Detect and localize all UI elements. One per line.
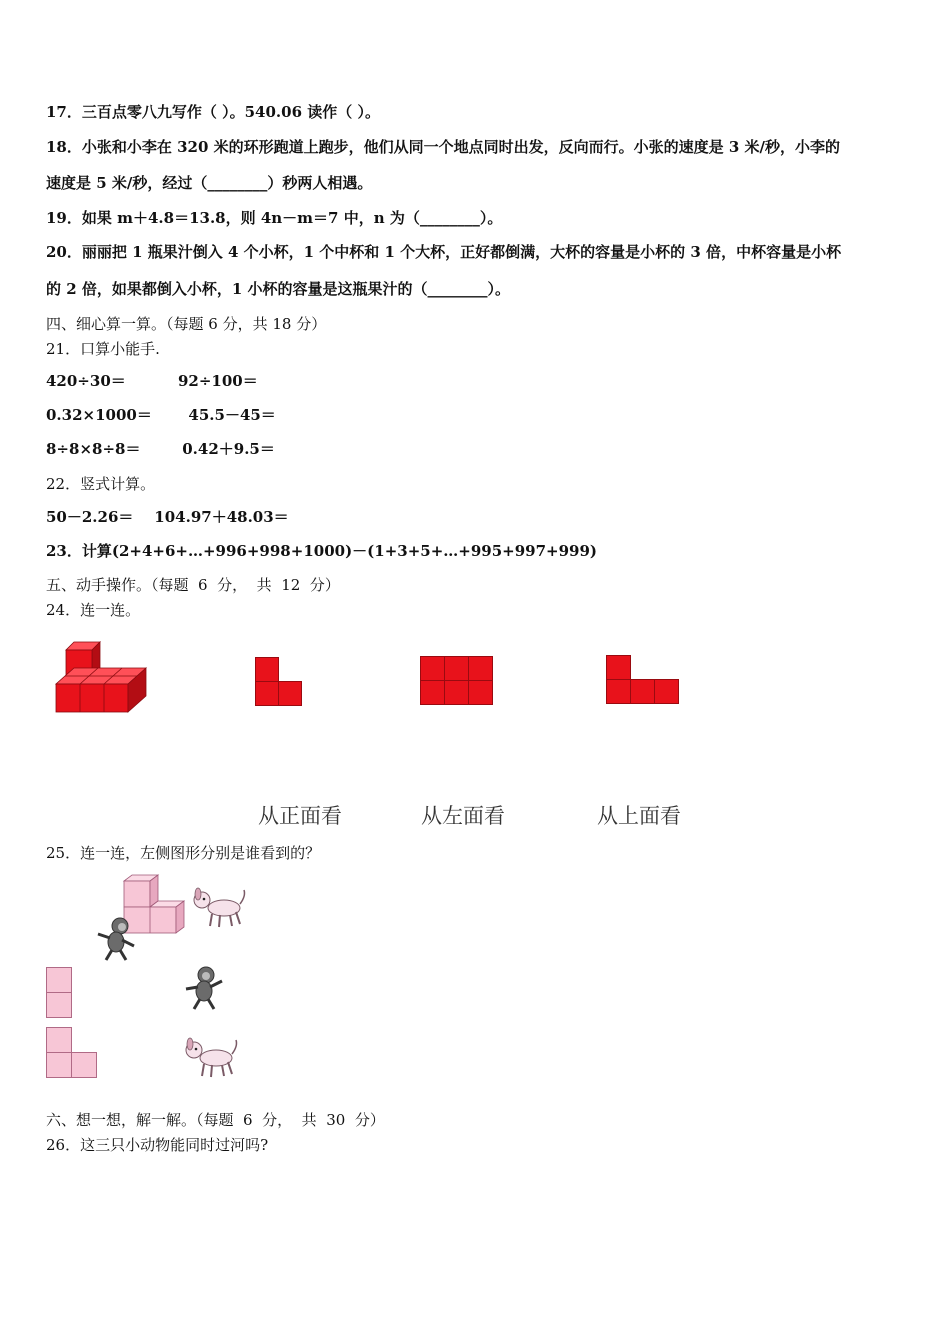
section-6-heading: 六、想一想，解一解。（每题 6 分， 共 30 分） [46, 1111, 385, 1129]
section-5-heading: 五、动手操作。（每题 6 分， 共 12 分） [46, 576, 340, 594]
dog-icon-2 [180, 1034, 240, 1080]
question-21: 21．口算小能手. [46, 340, 160, 358]
question-22: 22．竖式计算。 [46, 475, 156, 493]
q21-row-3: 8÷8×8÷8＝ 0.42＋9.5＝ [46, 440, 275, 458]
dog-icon [188, 884, 248, 930]
view-shape-2 [420, 656, 494, 706]
question-18-line2: 速度是 5 米/秒，经过（________）秒两人相遇。 [46, 174, 373, 192]
question-25: 25．连一连，左侧图形分别是谁看到的？ [46, 844, 321, 862]
question-20-line1: 20．丽丽把 1 瓶果汁倒入 4 个小杯，1 个中杯和 1 个大杯，正好都倒满，大杯的容量是小杯的 3 倍，中杯容量是小杯 [46, 243, 842, 261]
q21-row-1: 420÷30＝ 92÷100＝ [46, 372, 258, 390]
cube-stack-3d-figure [52, 640, 152, 716]
question-17: 17．三百点零八九写作（ ）。540.06 读作（ ）。 [46, 103, 380, 121]
view-shape-1 [255, 657, 305, 707]
pink-view-shape-2 [46, 1027, 98, 1079]
question-24: 24．连一连。 [46, 601, 141, 619]
view-label-left: 从左面看 [421, 804, 505, 828]
monkey-icon [92, 916, 138, 962]
monkey-icon-2 [182, 965, 228, 1011]
view-label-top: 从上面看 [597, 804, 681, 828]
question-19: 19．如果 m＋4.8＝13.8，则 4n－m＝7 中，n 为（________）。 [46, 209, 503, 227]
question-23: 23．计算(2+4+6+…+996+998+1000)－(1+3+5+…+995+997+999) [46, 542, 598, 560]
pink-view-shape-1 [46, 967, 72, 1019]
q21-row-2: 0.32×1000＝ 45.5－45＝ [46, 406, 276, 424]
q22-row-1: 50－2.26＝ 104.97＋48.03＝ [46, 508, 289, 526]
question-18-line1: 18．小张和小李在 320 米的环形跑道上跑步，他们从同一个地点同时出发，反向而行。小张的速度是 3 米/秒，小李的 [46, 138, 840, 156]
view-label-front: 从正面看 [258, 804, 342, 828]
section-4-heading: 四、细心算一算。（每题 6 分，共 18 分） [46, 315, 327, 333]
question-20-line2: 的 2 倍，如果都倒入小杯，1 小杯的容量是这瓶果汁的（________）。 [46, 280, 511, 298]
question-26: 26．这三只小动物能同时过河吗? [46, 1136, 269, 1154]
view-shape-3 [606, 655, 680, 705]
